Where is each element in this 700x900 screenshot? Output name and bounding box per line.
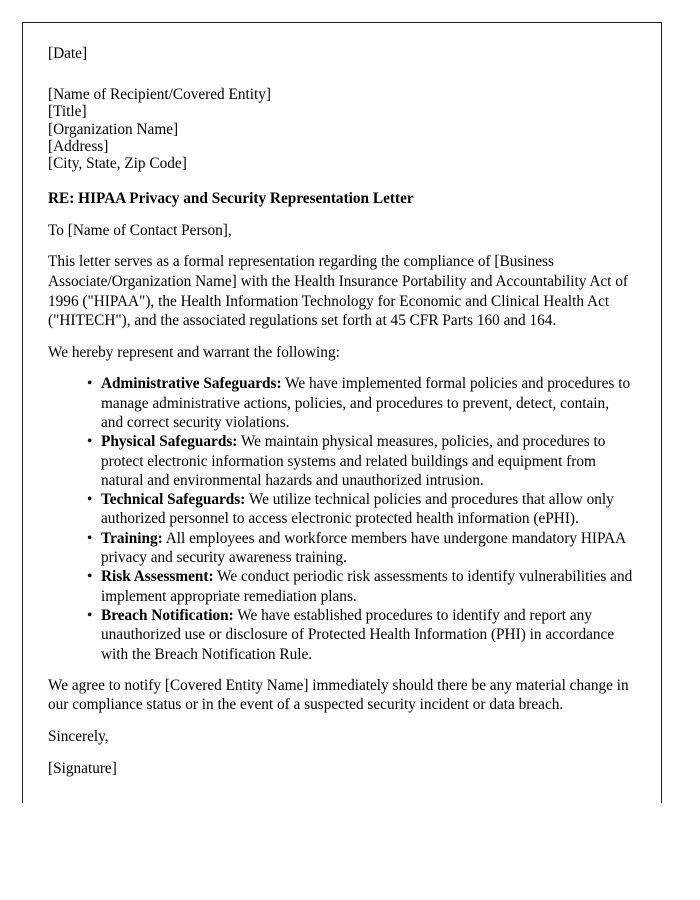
spacer: [48, 62, 633, 86]
spacer: [48, 664, 633, 676]
spacer: [48, 331, 633, 343]
safeguards-list: [48, 374, 633, 663]
spacer: [48, 362, 633, 374]
bullet-icon: •: [87, 529, 93, 547]
safeguard-term: Breach Notification:: [101, 606, 234, 624]
safeguard-item: [87, 374, 633, 432]
recipient-organization-line: [Organization Name]: [48, 120, 179, 138]
safeguard-description: We have implemented formal policies and procedures to manage administrative actions, policies, and procedures to prevent, detect, contain, and correct security violations.: [101, 375, 631, 431]
notification-paragraph: We agree to notify [Covered Entity Name] immediately should there be any material change in our compliance status or in the event of a suspected security incident or data breach.: [48, 676, 629, 714]
recipient-city-state-zip-line: [City, State, Zip Code]: [48, 155, 187, 173]
safeguard-description: All employees and workforce members have undergone mandatory HIPAA privacy and security awareness training.: [101, 529, 626, 567]
safeguard-description: We maintain physical measures, policies, and procedures to protect electronic information systems and related buildings and equipment from natural and environmental hazards and unauthorized intrusion.: [101, 433, 606, 489]
safeguard-term: Risk Assessment:: [101, 568, 214, 586]
salutation: To [Name of Contact Person],: [48, 221, 232, 239]
safeguard-term: Training:: [101, 529, 163, 547]
recipient-address-line: [Address]: [48, 137, 109, 155]
signature-placeholder: [Signature]: [48, 759, 117, 777]
safeguard-term: Technical Safeguards:: [101, 491, 246, 509]
spacer: [48, 715, 633, 727]
closing-salutation: Sincerely,: [48, 728, 109, 746]
document-page: [22, 22, 662, 803]
date-placeholder: [Date]: [48, 45, 88, 62]
bullet-icon: •: [87, 568, 93, 586]
safeguard-description: We utilize technical policies and procedures that allow only authorized personnel to access electronic protected health information (ePHI).: [101, 491, 614, 528]
recipient-title-line: [Title]: [48, 103, 87, 121]
bullet-icon: •: [87, 433, 93, 451]
bullet-icon: •: [87, 375, 93, 393]
bullet-icon: •: [87, 491, 93, 509]
spacer: [48, 209, 633, 221]
letter-body: [48, 45, 633, 778]
subject-line: RE: HIPAA Privacy and Security Representation Letter: [48, 190, 414, 208]
spacer: [48, 172, 633, 189]
safeguard-term: Administrative Safeguards:: [101, 375, 282, 393]
representation-lead-in: We hereby represent and warrant the following:: [48, 343, 340, 361]
safeguard-item: [87, 567, 633, 606]
safeguard-item: [87, 490, 633, 529]
recipient-address-block: [48, 86, 633, 172]
spacer: [48, 747, 633, 759]
bullet-icon: •: [87, 606, 93, 624]
intro-paragraph: This letter serves as a formal representation regarding the compliance of [Business Associate/Organization Name] with the Health Insurance Portability and Accountability Act of 1996 ("HIPAA"), the Health Information Technology for Economic and Clinical Health Act ("HITECH"), and the associated regulations set forth at 45 CFR Parts 160 and 164.: [48, 253, 628, 330]
recipient-name-line: [Name of Recipient/Covered Entity]: [48, 86, 272, 104]
safeguard-item: [87, 606, 633, 664]
safeguard-description: We have established procedures to identify and report any unauthorized use or disclosure of Protected Health Information (PHI) in accordance with the Breach Notification Rule.: [101, 606, 615, 663]
safeguard-term: Physical Safeguards:: [101, 433, 238, 451]
spacer: [48, 240, 633, 252]
safeguard-item: [87, 432, 633, 490]
safeguard-item: [87, 529, 633, 568]
safeguard-description: We conduct periodic risk assessments to identify vulnerabilities and implement appropriate remediation plans.: [101, 568, 633, 605]
